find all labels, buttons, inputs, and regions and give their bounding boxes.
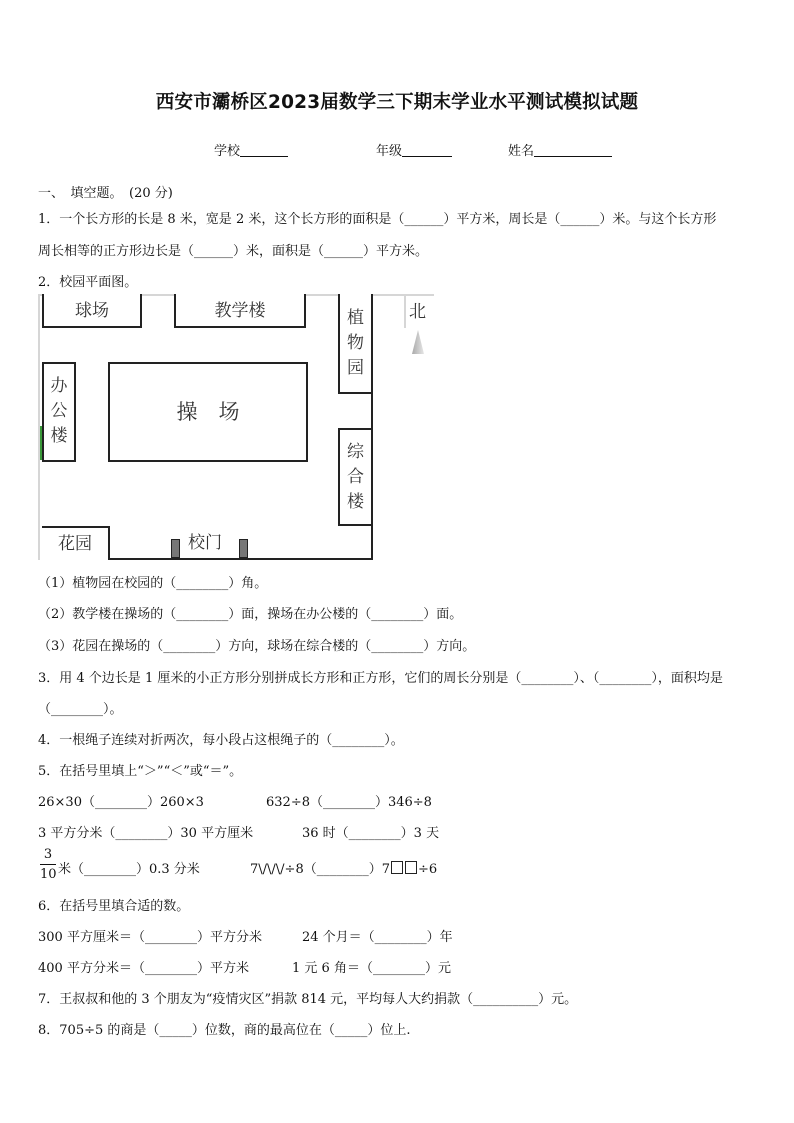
- complex-label-3: 楼: [347, 492, 364, 512]
- complex-label-1: 综: [347, 442, 364, 462]
- botanical-label-3: 园: [347, 358, 364, 378]
- teaching-label: 教学楼: [214, 301, 266, 321]
- office-label-3: 楼: [50, 426, 68, 446]
- question-6-stem: 6．在括号里填合适的数。: [38, 899, 190, 914]
- name-field: [508, 140, 612, 159]
- ballfield-label: 球场: [75, 301, 109, 321]
- playground: [108, 362, 308, 462]
- grade-blank[interactable]: [402, 143, 452, 157]
- complex-building: [338, 428, 373, 526]
- question-5-row-2a: 3 平方分米（________）30 平方厘米: [38, 826, 254, 841]
- map-right-tick: [404, 294, 406, 328]
- question-8: 8．705÷5 的商是（_____）位数，商的最高位在（_____）位上.: [38, 1023, 411, 1038]
- ballfield-building: [42, 294, 142, 328]
- fraction: [40, 847, 56, 882]
- question-6-row-1b: 24 个月＝（________）年: [302, 930, 453, 945]
- gate-label: 校门: [188, 533, 222, 553]
- question-2-sub-2: （2）教学楼在操场的（________）面，操场在办公楼的（________）面。: [38, 607, 463, 622]
- question-6-row-2b: 1 元 6 角＝（________）元: [292, 961, 451, 976]
- playground-label: 操 场: [176, 400, 240, 424]
- office-label-1: 办: [50, 376, 68, 396]
- question-5-stem: 5．在括号里填上“＞”“＜”或“＝”。: [38, 764, 243, 779]
- question-1-line-1: 1．一个长方形的长是 8 米，宽是 2 米，这个长方形的面积是（______）平方米，周长是（______）米。与这个长方形: [38, 212, 717, 227]
- garden: [42, 526, 110, 560]
- botanical-label-1: 植: [347, 308, 364, 328]
- question-3-line-2: （________）。: [38, 702, 123, 717]
- school-field: [214, 140, 288, 159]
- botanical-label-2: 物: [347, 333, 364, 353]
- question-5-row-3a: 米（________）0.3 分米: [58, 862, 200, 877]
- gate-post-right: [239, 539, 248, 558]
- name-label: 姓名: [508, 144, 535, 159]
- school-label: 学校: [214, 144, 241, 159]
- north-label: 北: [409, 302, 426, 322]
- botanical-building: [338, 294, 373, 394]
- digit-box-1[interactable]: [391, 861, 403, 874]
- question-1-line-2: 周长相等的正方形边长是（______）米，面积是（______）平方米。: [38, 244, 429, 259]
- fraction-bar: [40, 864, 56, 865]
- name-blank[interactable]: [534, 143, 612, 157]
- question-5-row-3b: [250, 858, 437, 877]
- question-5-row-1b: 632÷8（________）346÷8: [266, 795, 432, 810]
- garden-label: 花园: [58, 534, 92, 554]
- office-building: [42, 362, 76, 462]
- right-wall: [371, 394, 373, 560]
- complex-label-2: 合: [347, 467, 364, 487]
- question-4: 4．一根绳子连续对折两次，每小段占这根绳子的（________）。: [38, 733, 404, 748]
- question-3-line-1: 3．用 4 个边长是 1 厘米的小正方形分别拼成长方形和正方形，它们的周长分别是（________）、（________），面积均是: [38, 671, 723, 686]
- school-blank[interactable]: [240, 143, 288, 157]
- question-6-row-1a: 300 平方厘米＝（________）平方分米: [38, 930, 262, 945]
- grade-label: 年级: [376, 144, 403, 159]
- question-5-row-1a: 26×30（________）260×3: [38, 795, 204, 810]
- teaching-building: [174, 294, 306, 328]
- question-5-row-3b-pre: 7\/\/\/÷8（________）7: [250, 862, 390, 877]
- digit-box-2[interactable]: [405, 861, 417, 874]
- section-heading: 一、 填空题。 (20 分): [38, 186, 173, 201]
- question-5-row-3b-post: ÷6: [418, 862, 438, 877]
- gate-post-left: [171, 539, 180, 558]
- office-label-2: 公: [50, 401, 68, 421]
- question-2-sub-3: （3）花园在操场的（________）方向，球场在综合楼的（________）方向。: [38, 639, 476, 654]
- question-5-row-2b: 36 时（________）3 天: [302, 826, 440, 841]
- exam-title: 西安市灞桥区2023届数学三下期末学业水平测试模拟试题: [155, 92, 639, 113]
- north-arrow-icon: [411, 330, 425, 354]
- question-2-stem: 2．校园平面图。: [38, 275, 138, 290]
- fraction-denominator: 10: [40, 867, 57, 882]
- fraction-numerator: 3: [43, 847, 53, 862]
- question-7: 7．王叔叔和他的 3 个朋友为“疫情灾区”捐款 814 元，平均每人大约捐款（__________）元。: [38, 992, 578, 1007]
- grade-field: [376, 140, 452, 159]
- question-6-row-2a: 400 平方分米＝（________）平方米: [38, 961, 249, 976]
- campus-map: [38, 294, 434, 560]
- question-2-sub-1: （1）植物园在校园的（________）角。: [38, 576, 268, 591]
